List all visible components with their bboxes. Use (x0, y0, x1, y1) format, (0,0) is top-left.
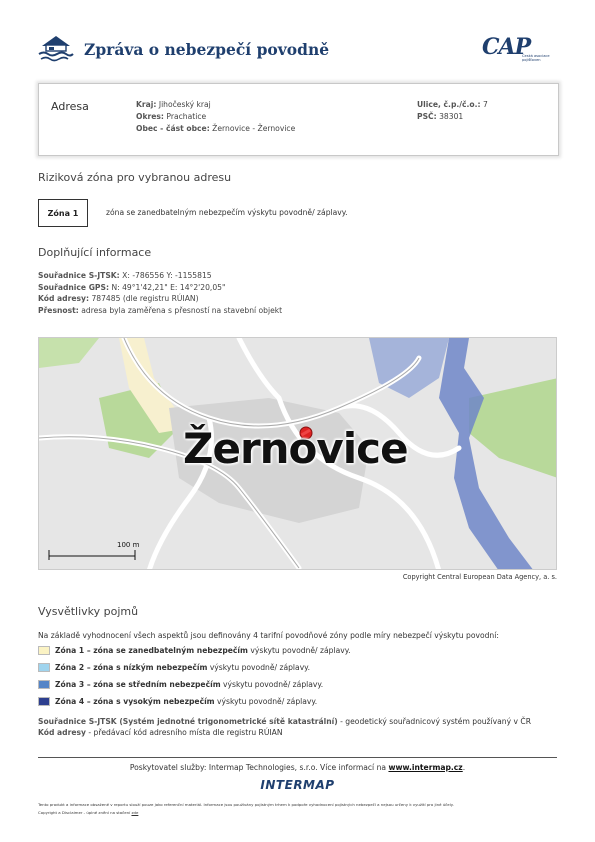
address-box (38, 83, 559, 156)
legend-row-zone-4 (38, 697, 317, 706)
map-copyright: Copyright Central European Data Agency, a. s. (402, 573, 557, 581)
legend-zone-3-bold: Zóna 3 – zóna se středním nebezpečím (55, 680, 221, 689)
presnost-row (38, 306, 282, 315)
psc-label: PSČ: (417, 112, 437, 121)
legend-row-zone-3 (38, 680, 323, 689)
legend-kod-term: Kód adresy (38, 728, 86, 737)
legend-sjtsk-def (38, 717, 531, 726)
provider-text: Poskytovatel služby: Intermap Technologies, s.r.o. Více informací na (129, 763, 387, 772)
gps-row (38, 283, 226, 292)
kraj-value: Jihočeský kraj (158, 100, 211, 109)
legend-row-zone-2 (38, 663, 310, 672)
map-place-label: Žernovice (183, 424, 408, 473)
sjtsk-label: Souřadnice S-JTSK: (38, 271, 120, 280)
legend-row-zone-1 (38, 646, 351, 655)
provider-line (0, 763, 595, 772)
flood-map[interactable] (38, 337, 557, 570)
legend-sjtsk-rest: - geodetický souřadnicový systém používaný v ČR (340, 717, 531, 726)
provider-end: . (462, 763, 466, 772)
ulice-row (417, 100, 488, 109)
address-heading: Adresa (51, 100, 89, 113)
copyright-disclaimer (38, 810, 138, 815)
intermap-logo: INTERMAP (260, 778, 335, 792)
obec-row (136, 124, 295, 133)
legend-zone-4-rest: výskytu povodně/ záplavy. (217, 697, 318, 706)
presnost-label: Přesnost: (38, 306, 79, 315)
copyright-disclaimer-text: Copyright a Disclaimer - úplné znění na stačení (38, 810, 131, 815)
page-title: Zpráva o nebezpečí povodně (84, 40, 330, 59)
legend-zone-3-rest: výskytu povodně/ záplavy. (223, 680, 324, 689)
kod-value: 787485 (dle registru RÚIAN) (91, 294, 199, 303)
risk-zone-heading: Riziková zóna pro vybranou adresu (38, 171, 232, 184)
legend-sjtsk-term: Souřadnice S-JTSK (Systém jednotné trigonometrické sítě katastrální) (38, 717, 338, 726)
zone-3-swatch (38, 680, 50, 689)
legend-zone-4-bold: Zóna 4 – zóna s vysokým nebezpečím (55, 697, 215, 706)
legend-intro: Na základě vyhodnocení všech aspektů jsou definovány 4 tarifní povodňové zóny podle míry nebezpečí výskytu povodní: (38, 631, 499, 640)
kod-label: Kód adresy: (38, 294, 90, 303)
zone-4-swatch (38, 697, 50, 706)
obec-value: Žernovice - Žernovice (212, 124, 296, 133)
kod-row (38, 294, 199, 303)
cap-logo (482, 34, 558, 68)
footer-divider (38, 757, 557, 758)
copyright-disclaimer-link[interactable]: zde (131, 810, 139, 815)
zone-1-swatch (38, 646, 50, 655)
kraj-row (136, 100, 211, 109)
disclaimer-text: Tento produkt a informace obsažené v reportu slouží pouze jako referenční materiál. Informace jsou používány pojistným trhem k podpoře vyhodnocení pojistných nebezpečí a nejsou určeny k využití pro jiné účely. (38, 802, 454, 807)
psc-value: 38301 (439, 112, 464, 121)
okres-row (136, 112, 206, 121)
psc-row (417, 112, 463, 121)
kraj-label: Kraj: (136, 100, 157, 109)
zone-description: zóna se zanedbatelným nebezpečím výskytu povodně/ záplavy. (106, 208, 348, 217)
house-flood-logo-icon (38, 32, 74, 64)
legend-zone-1-rest: výskytu povodně/ záplavy. (250, 646, 351, 655)
okres-label: Okres: (136, 112, 164, 121)
extra-info-heading: Doplňující informace (38, 246, 152, 259)
gps-value: N: 49°1'42,21" E: 14°2'20,05" (111, 283, 226, 292)
obec-label: Obec - část obce: (136, 124, 210, 133)
legend-zone-2-bold: Zóna 2 – zóna s nízkým nebezpečím (55, 663, 208, 672)
legend-zone-2-rest: výskytu povodně/ záplavy. (209, 663, 311, 672)
provider-link[interactable]: www.intermap.cz (388, 763, 463, 772)
presnost-value: adresa byla zaměřena s přesností na stavební objekt (81, 306, 283, 315)
cap-logo-subtitle: Česká asociace pojišťoven (522, 54, 550, 63)
legend-heading: Vysvětlivky pojmů (38, 605, 139, 618)
legend-kod-def (38, 728, 283, 737)
zone-2-swatch (38, 663, 50, 672)
ulice-value: 7 (482, 100, 488, 109)
zone-badge: Zóna 1 (38, 199, 88, 227)
legend-kod-rest: - předávací kód adresního místa dle registru RÚIAN (88, 728, 283, 737)
sjtsk-row (38, 271, 212, 280)
ulice-label: Ulice, č.p./č.o.: (417, 100, 481, 109)
gps-label: Souřadnice GPS: (38, 283, 110, 292)
scale-bar-label: 100 m (117, 541, 140, 549)
sjtsk-value: X: -786556 Y: -1155815 (122, 271, 212, 280)
cap-logo-text: CAP (482, 34, 531, 60)
okres-value: Prachatice (166, 112, 207, 121)
legend-zone-1-bold: Zóna 1 – zóna se zanedbatelným nebezpečím (55, 646, 248, 655)
